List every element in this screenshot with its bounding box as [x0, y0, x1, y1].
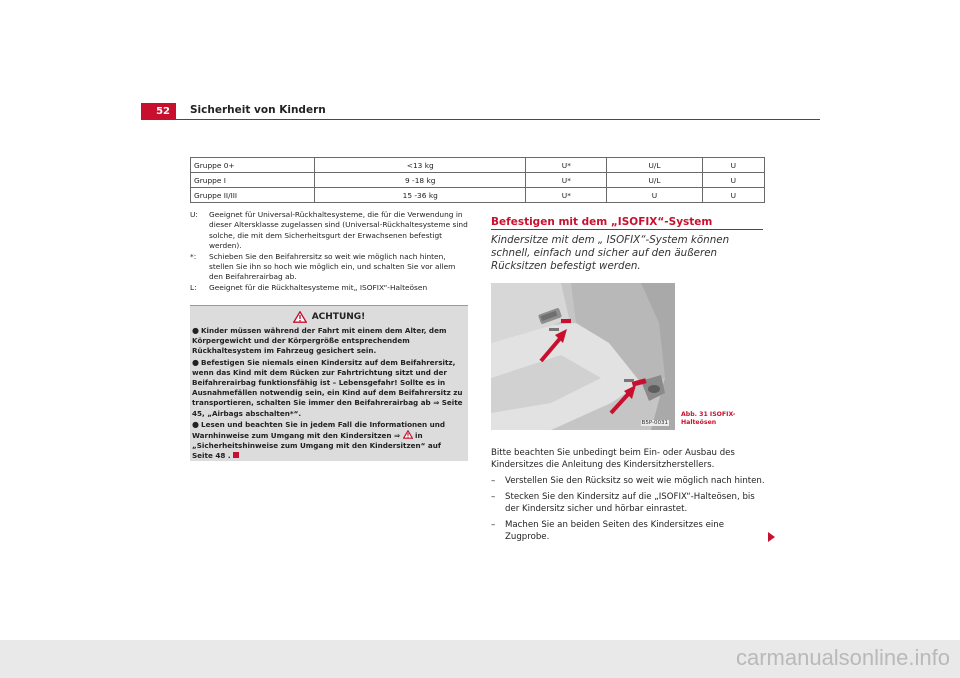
section-intro: Kindersitze mit dem „ ISOFIX“-System können schnell, einfach und sicher auf den äußeren Rücksitzen befestigt werden. — [491, 234, 730, 272]
warning-box — [190, 305, 468, 461]
step-text: Verstellen Sie den Rücksitz so weit wie möglich nach hinten. — [505, 476, 765, 486]
table-row — [191, 173, 765, 188]
bullet-icon: ● — [192, 419, 199, 429]
warning-item-text: in „Sicherheitshinweise zum Umgang mit den Kindersitzen“ auf Seite 48 . — [192, 431, 441, 461]
warning-triangle-icon — [403, 430, 413, 439]
table-cell: U* — [526, 173, 607, 188]
warning-item-text: Kinder müssen während der Fahrt mit einem dem Alter, dem Körpergewicht und der Körpergröße entsprechendem Rückhaltesystem im Fahrzeug gesichert sein. — [192, 326, 447, 356]
section-divider — [491, 229, 763, 230]
step-item — [491, 491, 766, 515]
header-divider — [141, 119, 820, 120]
dash-marker: – — [491, 520, 496, 530]
end-of-section-icon — [233, 452, 239, 458]
table-cell: Gruppe I — [191, 173, 315, 188]
table-cell: 15 -36 kg — [315, 188, 526, 203]
figure-code: B5P-0031 — [641, 420, 668, 426]
page-number: 52 — [141, 103, 176, 120]
legend-key: *: — [190, 251, 197, 261]
child-seat-group-table — [190, 157, 765, 203]
step-text: Machen Sie an beiden Seiten des Kindersitzes eine Zugprobe. — [505, 520, 724, 542]
table-cell: U* — [526, 188, 607, 203]
step-text: Stecken Sie den Kindersitz auf die „ISOFIX“-Halteösen, bis der Kindersitz sicher und hörbar einrastet. — [505, 492, 755, 514]
legend-text: Schieben Sie den Beifahrersitz so weit wie möglich nach hinten, stellen Sie ihn so hoch wie möglich ein, und schalten Sie vor allem den Beifahrerairbag ab. — [209, 251, 456, 282]
legend-key: U: — [190, 210, 198, 219]
isofix-seat-illustration — [491, 283, 675, 430]
table-cell: U — [607, 188, 702, 203]
warning-header — [190, 311, 468, 323]
table-cell: U — [702, 173, 764, 188]
table-cell: <13 kg — [315, 158, 526, 173]
footer-watermark: carmanualsonline.info — [735, 645, 950, 670]
table-cell: Gruppe 0+ — [191, 158, 315, 173]
warning-title: ACHTUNG! — [311, 312, 366, 322]
continue-arrow-icon — [768, 532, 775, 542]
warning-body — [192, 326, 464, 463]
table-cell: U/L — [607, 158, 702, 173]
table-cell: U — [702, 188, 764, 203]
bullet-icon: ● — [192, 326, 199, 335]
table-legend — [190, 210, 468, 293]
step-item — [491, 519, 766, 543]
warning-item-text: Lesen und beachten Sie in jedem Fall die Informationen und Warnhinweise zum Umgang mit den Kindersitzen ⇒ — [192, 419, 446, 441]
instructions — [491, 447, 766, 543]
warning-item — [192, 420, 464, 462]
figure-caption: Abb. 31 ISOFIX-Halteösen — [681, 411, 736, 426]
section-title: Befestigen mit dem „ISOFIX“-System — [491, 216, 713, 228]
table-cell: Gruppe II/III — [191, 188, 315, 203]
legend-text: Geeignet für die Rückhaltesysteme mit„ ISOFIX“-Halteösen — [209, 282, 428, 292]
legend-text: Geeignet für Universal-Rückhaltesysteme, die für die Verwendung in dieser Altersklasse zugelassen sind (Universal-Rückhaltesysteme sind solche, die mit dem Sicherheitsgurt der Erwachsenen befestigt werden). — [209, 210, 468, 251]
warning-item — [192, 326, 464, 357]
table-row — [191, 158, 765, 173]
legend-item — [190, 210, 468, 252]
table-cell: 9 -18 kg — [315, 173, 526, 188]
legend-item — [190, 283, 468, 293]
table-cell: U* — [526, 158, 607, 173]
dash-marker: – — [491, 476, 496, 486]
table-row — [191, 188, 765, 203]
table-cell: U — [702, 158, 764, 173]
table-cell: U/L — [607, 173, 702, 188]
warning-item — [192, 358, 464, 419]
isofix-figure — [491, 283, 675, 430]
dash-marker: – — [491, 492, 496, 502]
instructions-paragraph: Bitte beachten Sie unbedingt beim Ein- oder Ausbau des Kindersitzes die Anleitung des Kindersitzherstellers. — [491, 448, 735, 470]
warning-triangle-icon — [293, 311, 307, 323]
warning-item-text: Befestigen Sie niemals einen Kindersitz auf dem Beifahrersitz, wenn das Kind mit dem Rücken zur Fahrtrichtung sitzt und der Beifahrerairbag funktionsfähig ist – Lebensgefahr! Sollte es in Ausnahmefällen notwendig sein, ein Kind auf dem Beifahrersitz zu transportieren, schalten Sie immer den Beifahrerairbag ab ⇒ Seite 45, „Airbags abschalten*“. — [192, 357, 463, 418]
legend-item — [190, 252, 468, 283]
step-item — [491, 475, 766, 487]
chapter-title: Sicherheit von Kindern — [190, 104, 326, 116]
legend-key: L: — [190, 282, 197, 292]
bullet-icon: ● — [192, 357, 199, 367]
